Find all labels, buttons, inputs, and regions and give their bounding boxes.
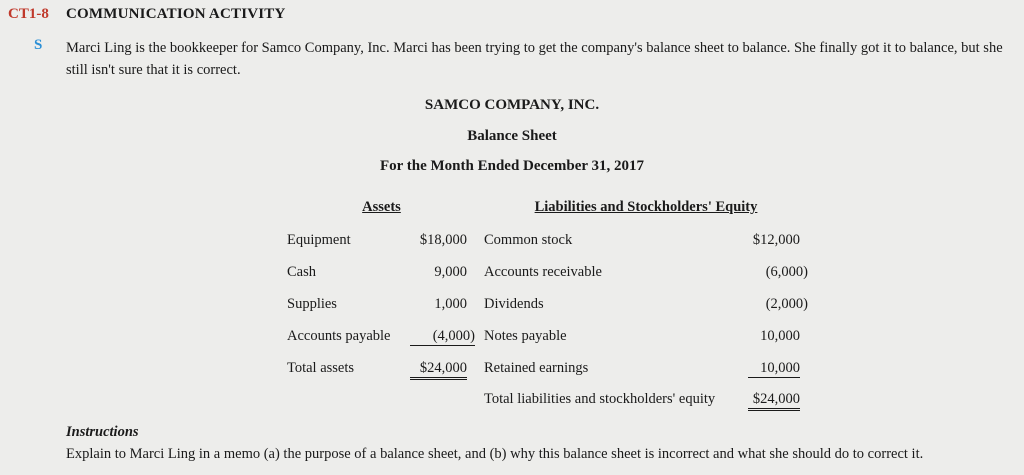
asset-amount: 1,000 — [434, 296, 467, 312]
asset-amount: 9,000 — [434, 264, 467, 280]
liability-label: Accounts receivable — [484, 264, 602, 280]
asset-label: Supplies — [287, 296, 337, 312]
liability-amount: 10,000 — [760, 328, 800, 344]
asset-amount: $24,000 — [410, 360, 467, 380]
asset-amount: (4,000) — [410, 328, 475, 346]
instructions-heading: Instructions — [66, 424, 139, 440]
liabilities-heading: Liabilities and Stockholders' Equity — [534, 199, 758, 215]
company-name: SAMCO COMPANY, INC. — [424, 97, 600, 113]
liability-amount: (6,000) — [765, 264, 808, 280]
liability-label: Dividends — [484, 296, 544, 312]
intro-paragraph: Marci Ling is the bookkeeper for Samco Company, Inc. Marci has been trying to get the company's balance sheet to balance. She finally got it to balance, but she still isn't sure that it is correct. — [66, 40, 1003, 78]
problem-title: COMMUNICATION ACTIVITY — [66, 6, 286, 22]
liability-label: Notes payable — [484, 328, 567, 344]
liability-amount: $12,000 — [752, 232, 800, 248]
s-marker: S — [34, 37, 43, 53]
problem-code: CT1-8 — [8, 6, 49, 22]
instructions-text: Explain to Marci Ling in a memo (a) the purpose of a balance sheet, and (b) why this balance sheet is incorrect and what she should do to correct it. — [66, 446, 924, 462]
asset-label: Equipment — [287, 232, 351, 248]
asset-label: Total assets — [287, 360, 355, 376]
liability-amount: (2,000) — [765, 296, 808, 312]
liability-total-amount: $24,000 — [748, 391, 800, 411]
statement-name: Balance Sheet — [467, 128, 557, 144]
liability-total-label: Total liabilities and stockholders' equity — [484, 391, 716, 407]
liability-label: Common stock — [484, 232, 573, 248]
assets-heading: Assets — [362, 199, 401, 215]
liability-amount: 10,000 — [748, 360, 800, 378]
liability-label: Retained earnings — [484, 360, 589, 376]
statement-period: For the Month Ended December 31, 2017 — [379, 158, 644, 174]
asset-label: Cash — [287, 264, 316, 280]
asset-label: Accounts payable — [287, 328, 391, 344]
asset-amount: $18,000 — [419, 232, 467, 248]
